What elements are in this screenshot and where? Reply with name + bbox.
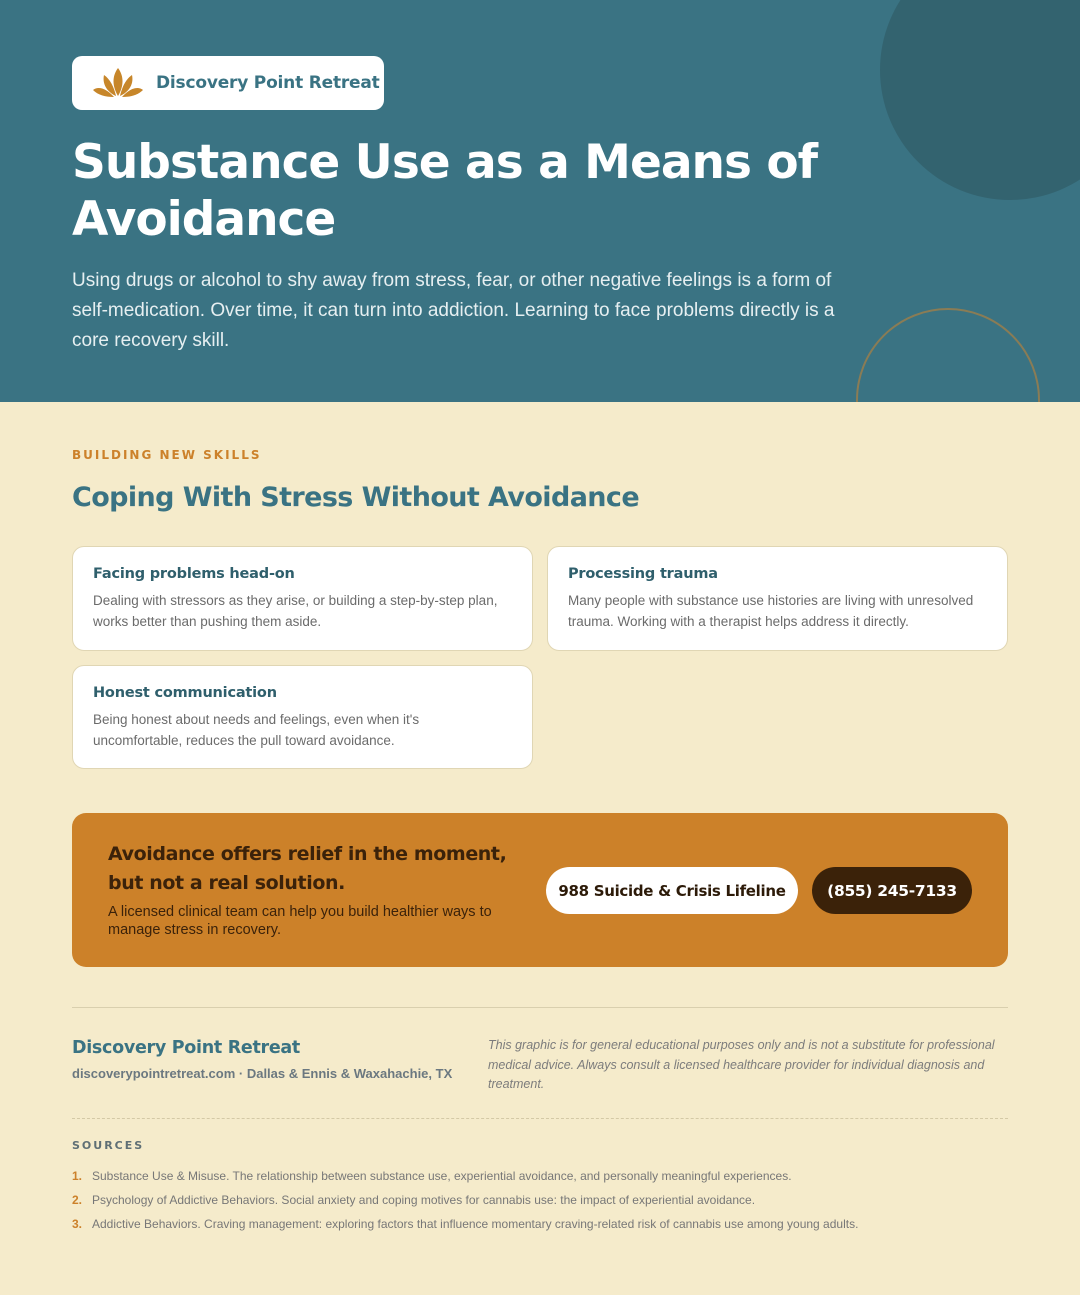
sources-list	[72, 1164, 1008, 1236]
cta-headline: Avoidance offers relief in the moment, but not a real solution.	[108, 843, 507, 894]
source-number: 3.	[72, 1217, 83, 1231]
disclaimer: This graphic is for general educational purposes only and is not a substitute for professional medical advice. Always consult a licensed healthcare provider for individual diagnosis and treatment.	[488, 1038, 995, 1091]
source-number: 2.	[72, 1193, 83, 1207]
dashed-divider	[72, 1118, 1008, 1119]
hero-subtitle: Using drugs or alcohol to shy away from stress, fear, or other negative feelings is a form of self-medication. Over time, it can turn into addiction. Learning to face problems directly is a core recovery skill.	[72, 270, 835, 351]
page-title: Substance Use as a Means of Avoidance	[72, 135, 818, 247]
sources-label: SOURCES	[72, 1139, 145, 1152]
decorative-ring	[856, 308, 1040, 402]
divider	[72, 1007, 1008, 1008]
footer-meta[interactable]: discoverypointretreat.com · Dallas & Ennis & Waxahachie, TX	[72, 1066, 453, 1081]
decorative-circle	[880, 0, 1080, 200]
card-honest-communication	[72, 665, 533, 769]
list-item	[72, 1188, 1008, 1212]
brand-name: Discovery Point Retreat	[156, 73, 380, 93]
cta-banner	[72, 813, 1008, 967]
hero-banner	[0, 0, 1080, 402]
source-text: Addictive Behaviors. Craving management: exploring factors that influence momentary craving-related risk of cannabis use among young adults.	[92, 1217, 859, 1231]
section-eyebrow: BUILDING NEW SKILLS	[72, 448, 262, 462]
list-item	[72, 1212, 1008, 1236]
card-text: Being honest about needs and feelings, even when it's uncomfortable, reduces the pull toward avoidance.	[93, 712, 420, 748]
list-item	[72, 1164, 1008, 1188]
source-text: Psychology of Addictive Behaviors. Social anxiety and coping motives for cannabis use: the impact of experiential avoidance.	[92, 1193, 756, 1207]
lotus-icon	[92, 66, 144, 100]
cta-subtext: A licensed clinical team can help you build healthier ways to manage stress in recovery.	[108, 904, 492, 938]
source-text: Substance Use & Misuse. The relationship between substance use, experiential avoidance, and personally meaningful experiences.	[92, 1169, 792, 1183]
card-processing-trauma	[547, 546, 1008, 651]
card-title: Processing trauma	[568, 566, 718, 582]
section-title: Coping With Stress Without Avoidance	[72, 482, 640, 513]
card-text: Dealing with stressors as they arise, or building a step-by-step plan, works better than pushing them aside.	[93, 593, 498, 629]
source-number: 1.	[72, 1169, 83, 1183]
brand-badge[interactable]	[72, 56, 384, 110]
crisis-lifeline-button[interactable]: 988 Suicide & Crisis Lifeline	[546, 867, 798, 914]
card-text: Many people with substance use histories are living with unresolved trauma. Working with a therapist helps address it directly.	[568, 593, 974, 629]
card-title: Honest communication	[93, 685, 277, 701]
card-facing-problems	[72, 546, 533, 651]
footer-brand: Discovery Point Retreat	[72, 1038, 300, 1058]
card-title: Facing problems head-on	[93, 566, 295, 582]
phone-button[interactable]: (855) 245-7133	[812, 867, 972, 914]
